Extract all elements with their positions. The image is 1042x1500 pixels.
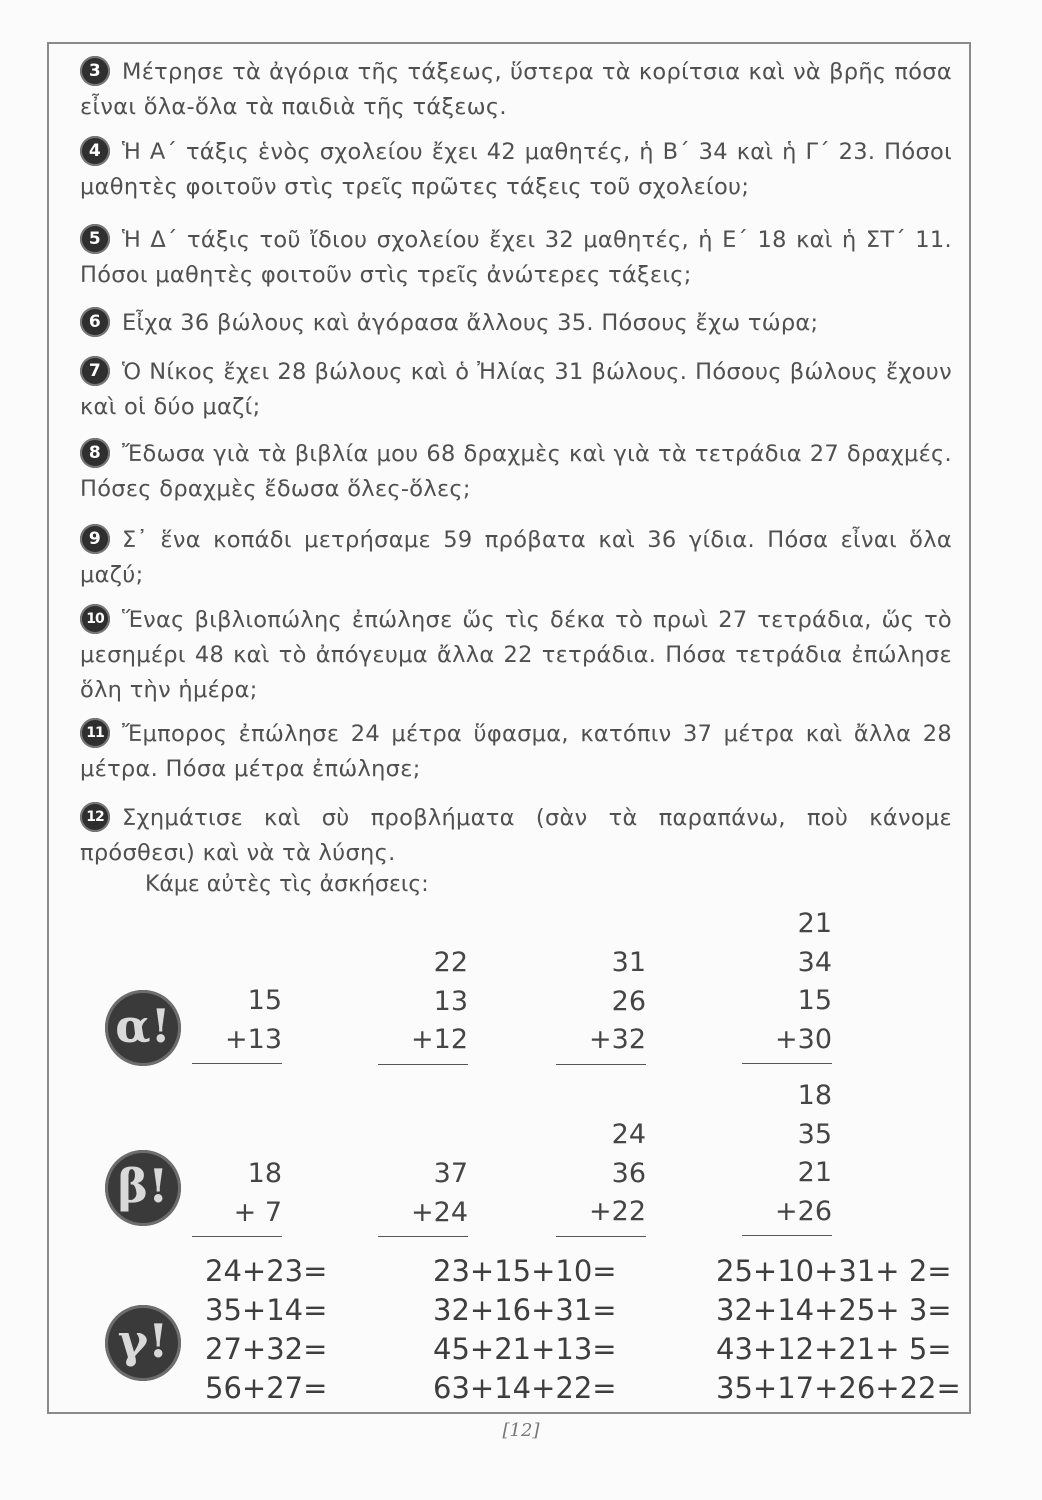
addend: 15 [247, 985, 282, 1016]
problem-8 [80, 437, 952, 507]
problem-12 [80, 801, 952, 871]
problem-text: Ἡ Δ΄ τάξις τοῦ ἴδιου σχολείου ἔχει 32 μαθητές, ἡ Ε΄ 18 καὶ ἡ ΣΤ΄ 11. Πόσοι μαθητὲς φοιτοῦν στὶς τρεῖς ἀνώτερες τάξεις; [80, 227, 952, 288]
addend-last: +12 [411, 1024, 468, 1055]
sum-line [556, 1064, 646, 1065]
problem-text: Ἔμπορος ἐπώλησε 24 μέτρα ὕφασμα, κατόπιν 37 μέτρα καὶ ἄλλα 28 μέτρα. Πόσα μέτρα ἐπώλησε; [80, 721, 952, 782]
equation: 56+27= [205, 1371, 328, 1405]
addend-last: +26 [775, 1195, 832, 1227]
problem-7 [80, 355, 952, 425]
exercise-c-column-2 [433, 1252, 617, 1408]
sum-line [742, 1063, 832, 1064]
equation: 35+14= [205, 1293, 328, 1327]
section-a-badge: α! [105, 990, 181, 1066]
sum-line [192, 1236, 282, 1237]
exercise-c-column-1 [205, 1252, 327, 1408]
addend: 26 [611, 985, 646, 1017]
problem-number-badge: 11 [80, 718, 110, 748]
addend: 21 [797, 1157, 832, 1188]
problem-text: Ὁ Νίκος ἔχει 28 βώλους καὶ ὁ Ἠλίας 31 βώλους. Πόσους βώλους ἔχουν καὶ οἱ δύο μαζί; [80, 359, 952, 420]
problem-number-badge: 10 [80, 604, 110, 634]
section-b-badge: β! [105, 1150, 181, 1226]
problem-number-badge: 12 [80, 802, 110, 832]
problem-number-badge: 5 [80, 224, 110, 254]
page-number: [12] [502, 1420, 540, 1441]
sum-line [378, 1236, 468, 1237]
addend-last: +13 [225, 1023, 282, 1055]
exercise-b-3 [556, 1116, 646, 1237]
exercise-b-4 [742, 1077, 832, 1236]
problem-text: Ἡ Α΄ τάξις ἑνὸς σχολείου ἔχει 42 μαθητές, ἡ Β΄ 34 καὶ ἡ Γ΄ 23. Πόσοι μαθητὲς φοιτοῦν στὶς τρεῖς πρῶτες τάξεις τοῦ σχολείου; [80, 139, 952, 200]
addend-last: +22 [589, 1196, 646, 1227]
addend-last: +32 [589, 1024, 646, 1055]
problem-text: Σ᾽ ἕνα κοπάδι μετρήσαμε 59 πρόβατα καὶ 36 γίδια. Πόσα εἶναι ὅλα μαζύ; [80, 527, 952, 588]
exercise-b-1 [192, 1155, 282, 1237]
exercise-a-2 [378, 944, 468, 1065]
equation: 35+17+26+22= [716, 1371, 961, 1405]
problem-number-badge: 3 [80, 56, 110, 86]
equation: 45+21+13= [433, 1332, 617, 1366]
problem-9 [80, 523, 952, 593]
addend: 37 [433, 1158, 468, 1189]
exercise-c-column-3 [716, 1252, 961, 1408]
exercise-b-2 [378, 1155, 468, 1237]
problem-number-badge: 7 [80, 356, 110, 386]
problem-11 [80, 717, 952, 787]
problem-3 [80, 55, 952, 125]
problem-text: Μέτρησε τὰ ἀγόρια τῆς τάξεως, ὕστερα τὰ κορίτσια καὶ νὰ βρῆς πόσα εἶναι ὅλα-ὅλα τὰ παιδιὰ τῆς τάξεως. [80, 59, 952, 120]
exercise-a-1 [192, 982, 282, 1064]
addend-last: +30 [775, 1023, 832, 1055]
problem-text: Ἔδωσα γιὰ τὰ βιβλία μου 68 δραχμὲς καὶ γιὰ τὰ τετράδια 27 δραχμές. Πόσες δραχμὲς ἔδωσα ὅλες-ὅλες; [80, 441, 952, 502]
problem-4 [80, 135, 952, 205]
equation: 25+10+31+ 2= [716, 1254, 952, 1288]
equation: 32+14+25+ 3= [716, 1293, 952, 1327]
addend: 18 [247, 1158, 282, 1189]
exercise-a-4 [742, 905, 832, 1064]
sum-line [378, 1064, 468, 1065]
problem-10 [80, 603, 952, 708]
addend: 35 [797, 1118, 832, 1150]
addend: 21 [797, 908, 832, 939]
equation: 32+16+31= [433, 1293, 617, 1327]
addend: 18 [797, 1080, 832, 1111]
addend: 24 [611, 1119, 646, 1150]
addend: 22 [433, 947, 468, 978]
problem-number-badge: 8 [80, 438, 110, 468]
section-c-badge: γ! [105, 1305, 181, 1381]
sum-line [192, 1063, 282, 1064]
addend: 36 [611, 1157, 646, 1189]
problem-number-badge: 4 [80, 136, 110, 166]
exercises-intro: Κάμε αὐτὲς τὶς ἀσκήσεις: [145, 872, 429, 897]
equation: 27+32= [205, 1332, 328, 1366]
addend: 31 [611, 947, 646, 978]
problem-5 [80, 223, 952, 293]
problem-text: Σχημάτισε καὶ σὺ προβλήματα (σὰν τὰ παραπάνω, ποὺ κάνομε πρόσθεσι) καὶ νὰ τὰ λύσης. [80, 805, 952, 866]
equation: 43+12+21+ 5= [716, 1332, 952, 1366]
problem-number-badge: 9 [80, 524, 110, 554]
addend-last: +24 [411, 1196, 468, 1228]
problem-text: Εἶχα 36 βώλους καὶ ἀγόρασα ἄλλους 35. Πόσους ἔχω τώρα; [122, 310, 819, 336]
sum-line [742, 1235, 832, 1236]
addend-last: + 7 [233, 1196, 282, 1228]
problem-text: Ἕνας βιβλιοπώλης ἐπώλησε ὥς τὶς δέκα τὸ πρωὶ 27 τετράδια, ὥς τὸ μεσημέρι 48 καὶ τὸ ἀπόγευμα ἄλλα 22 τετράδια. Πόσα τετράδια ἐπώλησε ὅλη τὴν ἡμέρα; [80, 607, 952, 703]
addend: 13 [433, 985, 468, 1017]
addend: 34 [797, 946, 832, 978]
problem-number-badge: 6 [80, 307, 110, 337]
problem-6 [80, 306, 952, 341]
addend: 15 [797, 985, 832, 1016]
exercise-a-3 [556, 944, 646, 1065]
equation: 63+14+22= [433, 1371, 617, 1405]
equation: 24+23= [205, 1254, 328, 1288]
sum-line [556, 1236, 646, 1237]
equation: 23+15+10= [433, 1254, 617, 1288]
